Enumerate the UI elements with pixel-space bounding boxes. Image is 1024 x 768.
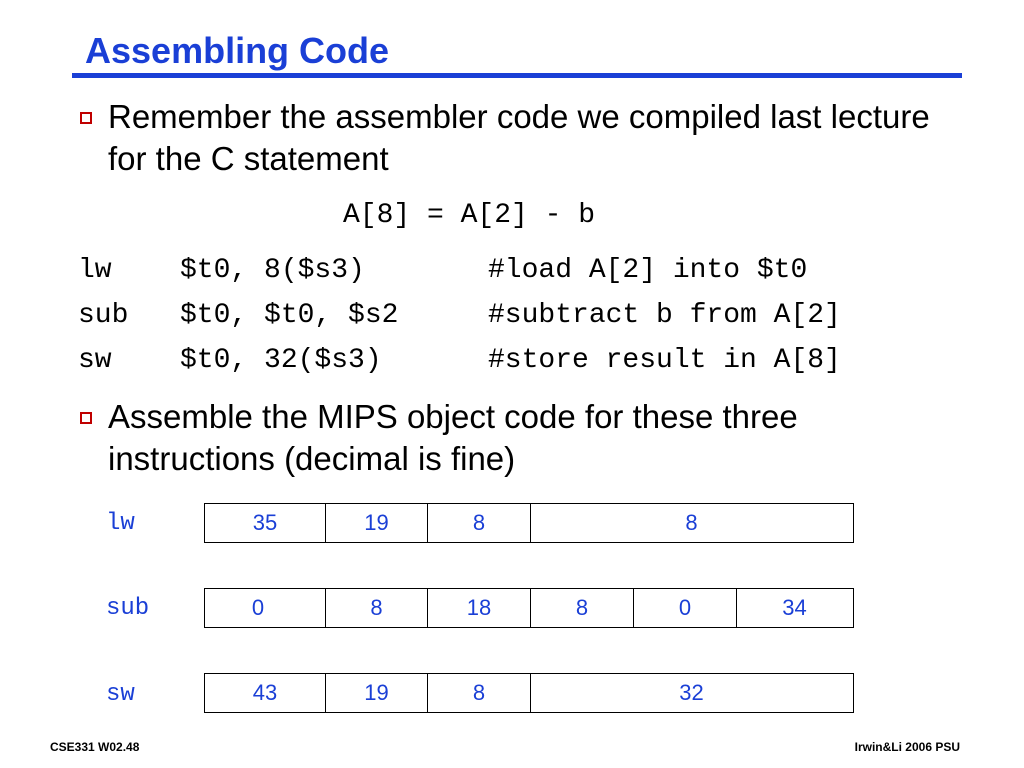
footer-credit: Irwin&Li 2006 PSU [854, 740, 960, 754]
code-args: $t0, 8($s3) [180, 255, 365, 286]
instr-format-sw [204, 673, 854, 713]
code-comment: #load A[2] into $t0 [488, 255, 808, 286]
code-args: $t0, 32($s3) [180, 345, 382, 376]
field-op: 0 [251, 595, 265, 620]
instr-label-sw: sw [106, 681, 135, 708]
code-op: lw [78, 255, 112, 286]
bullet-box-icon [80, 412, 92, 424]
code-op: sw [78, 345, 112, 376]
code-op: sub [78, 300, 129, 331]
instr-label-sub: sub [106, 595, 150, 622]
instr-format-sub [204, 588, 854, 628]
field-rs: 19 [325, 504, 427, 542]
field-funct: 34 [736, 589, 852, 627]
field-shamt: 0 [633, 589, 736, 627]
footer-course: CSE331 W02.48 [50, 740, 140, 754]
bullet-box-icon [80, 112, 92, 124]
title-underline [72, 73, 962, 78]
field-op: 35 [252, 510, 278, 535]
field-immediate: 8 [530, 504, 852, 542]
bullet-1-text: Remember the assembler code we compiled last lecture for the C statement [108, 98, 930, 177]
field-immediate: 32 [530, 674, 852, 712]
instr-format-lw [204, 503, 854, 543]
field-rt: 8 [427, 504, 530, 542]
instr-label-lw: lw [106, 510, 135, 537]
field-op: 43 [252, 680, 278, 705]
c-statement: A[8] = A[2] - b [343, 200, 596, 231]
code-comment: #subtract b from A[2] [488, 300, 841, 331]
code-comment: #store result in A[8] [488, 345, 841, 376]
field-rt: 8 [427, 674, 530, 712]
field-rt: 18 [427, 589, 530, 627]
field-rs: 8 [325, 589, 427, 627]
code-args: $t0, $t0, $s2 [180, 300, 399, 331]
field-rd: 8 [530, 589, 633, 627]
field-rs: 19 [325, 674, 427, 712]
slide-title: Assembling Code [85, 30, 390, 71]
bullet-2-text: Assemble the MIPS object code for these three instructions (decimal is fine) [108, 398, 798, 477]
